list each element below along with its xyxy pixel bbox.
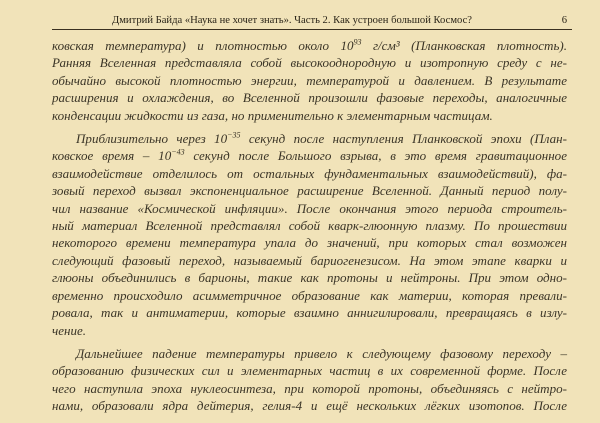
superscript: −35 <box>227 130 241 140</box>
text-line: Ранняя Вселенная представляла собой высокооднородную и изотропную среду с не- <box>52 55 567 71</box>
text-line: некоторого времени температура упала до значений, при которых стал возможен <box>52 235 567 251</box>
superscript: −43 <box>171 148 185 158</box>
paragraph-2 <box>52 130 567 339</box>
text-line: ровала, так и антиматерии, которые взаимно аннигилировали, превращаясь в излу- <box>52 305 567 321</box>
text-line <box>52 130 567 147</box>
text-fragment: ковское время – 10 <box>52 148 172 164</box>
text-line <box>52 37 567 54</box>
text-line: обычайно высокой плотностью энергии, температурой и давлением. В результате <box>52 72 567 88</box>
text-fragment: г/см³ (Планковская плотность). <box>361 38 567 53</box>
paragraph-1 <box>52 37 567 124</box>
text-line: Дальнейшее падение температуры привело к следующему фазовому переходу – <box>76 345 567 361</box>
superscript: 93 <box>353 37 362 47</box>
text-line: чение. <box>52 322 87 338</box>
text-fragment: секунд после наступления Планковской эпохи (План- <box>240 131 567 147</box>
paragraph-3 <box>52 345 567 415</box>
text-line: нами, образовали ядра дейтерия, гелия-4 и ещё нескольких лёгких изотопов. После <box>52 398 567 414</box>
text-line: чего наступила эпоха нуклеосинтеза, при которой протоны, объединяясь с нейтро- <box>52 380 567 396</box>
body-text <box>52 37 567 415</box>
text-fragment: секунд после Большого взрыва, в это время гравитационное <box>184 148 567 164</box>
text-line: следующий фазовый переход, называемый бариогенезисом. На этом этапе кварки и <box>52 252 567 268</box>
running-header <box>52 11 572 30</box>
text-line: взаимодействие отделилось от остальных фундаментальных взаимодействий), фа- <box>52 165 567 181</box>
text-line: конденсации жидкости из газа, но применительно к элементарным частицам. <box>52 107 493 123</box>
header-title: Дмитрий Байда «Наука не хочет знать». Часть 2. Как устроен большой Космос? <box>112 15 472 26</box>
text-line: зовый переход вызвал экспоненциальное расширение Вселенной. Данный период полу- <box>52 183 567 199</box>
text-line: глюоны объединились в барионы, такие как протоны и нейтроны. При этом одно- <box>52 270 567 286</box>
text-fragment: ковская температура) и плотностью около 10 <box>52 38 354 53</box>
text-line: образованию физических сил и элементарных частиц в их современной форме. После <box>52 363 567 379</box>
text-line: ный материал Вселенной представлял собой кварк-глюонную плазму. По прошествии <box>52 218 567 234</box>
text-line: чил название «Космической инфляции». После окончания этого периода строитель- <box>52 200 567 216</box>
text-line: расширения и охлаждения, во Вселенной произошли фазовые переходы, аналогичные <box>52 90 567 106</box>
text-line: временно происходило асимметричное образование как материи, которая превали- <box>52 287 567 303</box>
text-fragment: Приблизительно через 10 <box>76 131 228 147</box>
text-line <box>52 147 567 164</box>
page-number: 6 <box>561 15 567 26</box>
